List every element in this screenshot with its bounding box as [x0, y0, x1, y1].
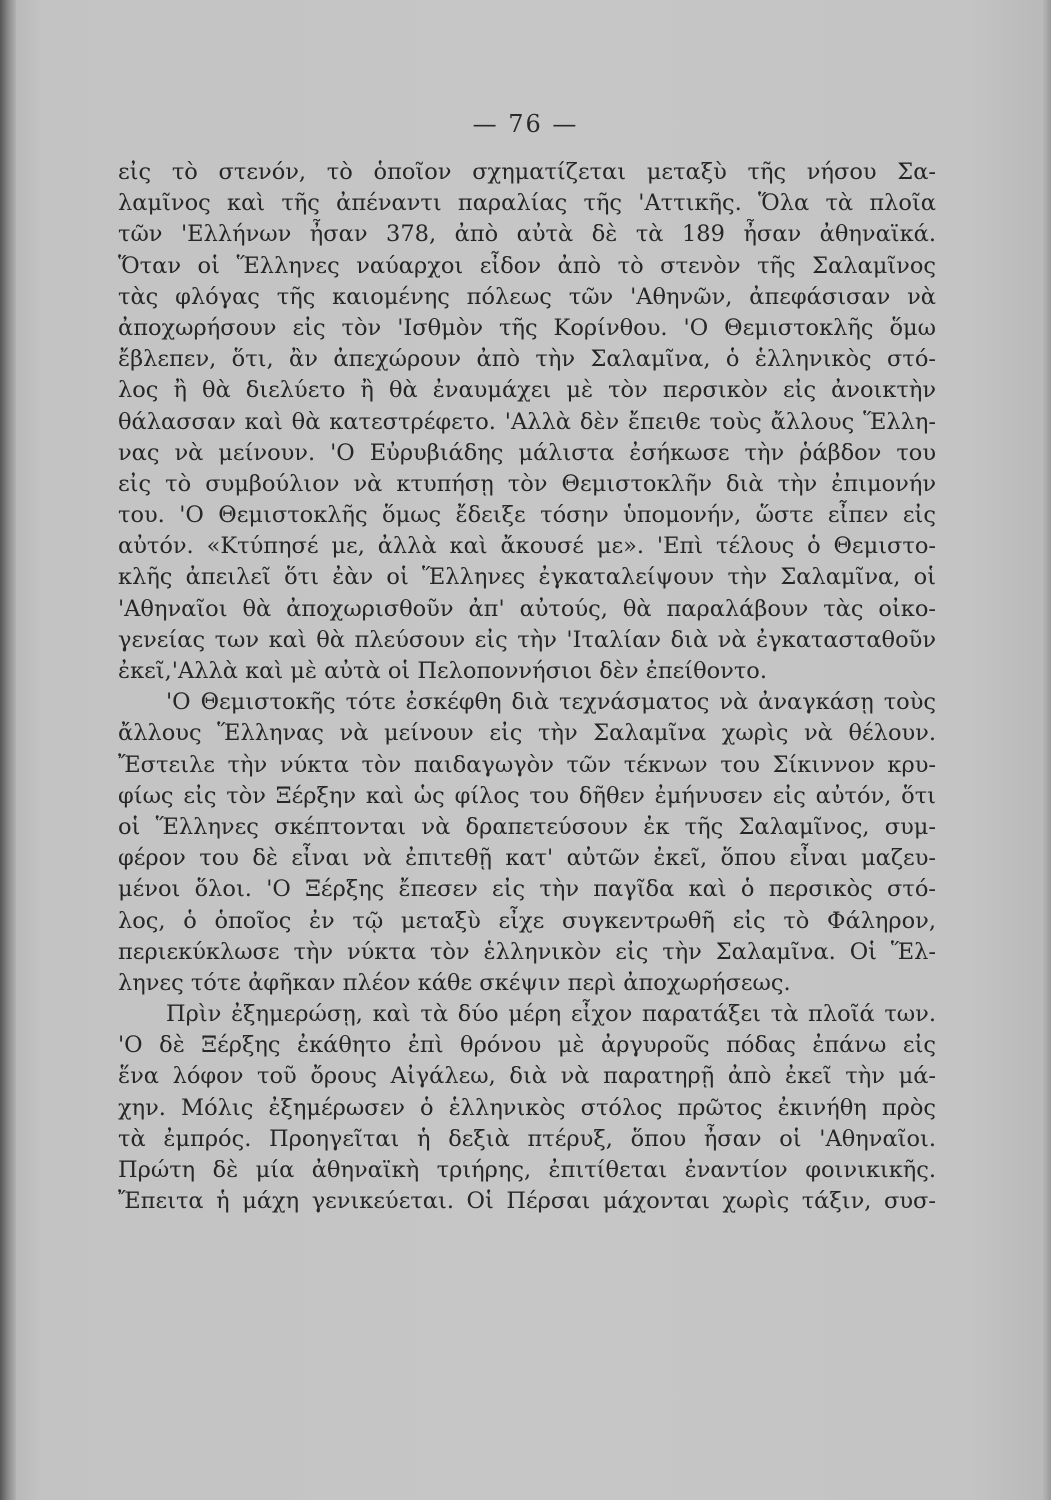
text-line: του. 'Ο Θεμιστοκλῆς ὅμως ἔδειξε τόσην ὑπομονήν, ὥστε εἶπεν εἰς: [118, 502, 936, 529]
text-line: περιεκύκλωσε τὴν νύκτα τὸν ἑλληνικὸν εἰς τὴν Σαλαμῖνα. Οἱ Ἕλ-: [118, 938, 936, 965]
text-line: 'Αθηναῖοι θὰ ἀποχωρισθοῦν ἀπ' αὐτούς, θὰ παραλάβουν τὰς οἰκο-: [118, 595, 936, 622]
text-line: νας νὰ μείνουν. 'Ο Εὐρυβιάδης μάλιστα ἐσήκωσε τὴν ῥάβδον του: [118, 439, 936, 466]
text-line: λος, ὁ ὁποῖος ἐν τῷ μεταξὺ εἶχε συγκεντρωθῆ εἰς τὸ Φάληρον,: [118, 907, 936, 934]
text-line: εἰς τὸ συμβούλιον νὰ κτυπήσῃ τὸν Θεμιστοκλῆν διὰ τὴν ἐπιμονήν: [118, 470, 936, 497]
text-line: μένοι ὅλοι. 'Ο Ξέρξης ἔπεσεν εἰς τὴν παγῖδα καὶ ὁ περσικὸς στό-: [118, 876, 936, 903]
text-line: ἄλλους Ἕλληνας νὰ μείνουν εἰς τὴν Σαλαμῖνα χωρὶς νὰ θέλουν.: [118, 720, 936, 747]
text-line: τὰς φλόγας τῆς καιομένης πόλεως τῶν 'Αθηνῶν, ἀπεφάσισαν νὰ: [118, 283, 936, 310]
text-line: γενείας των καὶ θὰ πλεύσουν εἰς τὴν 'Ιταλίαν διὰ νὰ ἐγκατασταθοῦν: [118, 626, 936, 653]
text-line: 'Ο Θεμιστοκῆς τότε ἐσκέφθη διὰ τεχνάσματος νὰ ἀναγκάσῃ τοὺς: [166, 689, 936, 716]
text-line: Ἔστειλε τὴν νύκτα τὸν παιδαγωγὸν τῶν τέκνων του Σίκιννον κρυ-: [118, 751, 936, 778]
page-number: — 76 —: [472, 110, 579, 138]
body-text: [118, 157, 936, 1217]
text-line: 'Ο δὲ Ξέρξης ἐκάθητο ἐπὶ θρόνου μὲ ἀργυροῦς πόδας ἐπάνω εἰς: [118, 1032, 936, 1059]
page-right-edge: [1041, 0, 1051, 1500]
text-line: Πρὶν ἐξημερώσῃ, καὶ τὰ δύο μέρη εἶχον παρατάξει τὰ πλοῖά των.: [166, 1001, 936, 1028]
text-line: κλῆς ἀπειλεῖ ὅτι ἐὰν οἱ Ἕλληνες ἐγκαταλείψουν τὴν Σαλαμῖνα, οἱ: [118, 564, 936, 591]
paragraph: [118, 157, 936, 687]
text-line: Πρώτη δὲ μία ἀθηναϊκὴ τριήρης, ἐπιτίθεται ἐναντίον φοινικικῆς.: [118, 1157, 936, 1183]
text-line: Ἔπειτα ἡ μάχη γενικεύεται. Οἱ Πέρσαι μάχονται χωρὶς τάξιν, συσ-: [118, 1188, 936, 1215]
text-line: εἰς τὸ στενόν, τὸ ὁποῖον σχηματίζεται μεταξὺ τῆς νήσου Σα-: [118, 159, 936, 185]
text-line: ἐκεῖ,'Αλλὰ καὶ μὲ αὐτὰ οἱ Πελοποννήσιοι δὲν ἐπείθοντο.: [118, 658, 767, 684]
paragraph: [118, 999, 936, 1217]
text-line: αὐτόν. «Κτύπησέ με, ἀλλὰ καὶ ἄκουσέ με». 'Επὶ τέλους ὁ Θεμιστο-: [118, 533, 936, 560]
text-line: ληνες τότε ἀφῆκαν πλέον κάθε σκέψιν περὶ ἀποχωρήσεως.: [118, 969, 791, 996]
paragraph: [118, 687, 936, 999]
text-line: Ὅταν οἱ Ἕλληνες ναύαρχοι εἶδον ἀπὸ τὸ στενὸν τῆς Σαλαμῖνος: [118, 252, 936, 279]
text-line: θάλασσαν καὶ θὰ κατεστρέφετο. 'Αλλὰ δὲν ἔπειθε τοὺς ἄλλους Ἕλλη-: [118, 408, 936, 435]
text-line: ἕνα λόφον τοῦ ὄρους Αἰγάλεω, διὰ νὰ παρατηρῇ ἀπὸ ἐκεῖ τὴν μά-: [118, 1063, 936, 1090]
text-line: τῶν 'Ελλήνων ἦσαν 378, ἀπὸ αὐτὰ δὲ τὰ 189 ἦσαν ἀθηναϊκά.: [118, 221, 936, 248]
text-line: οἱ Ἕλληνες σκέπτονται νὰ δραπετεύσουν ἐκ τῆς Σαλαμῖνος, συμ-: [118, 813, 936, 840]
text-line: τὰ ἐμπρός. Προηγεῖται ἡ δεξιὰ πτέρυξ, ὅπου ἦσαν οἱ 'Αθηναῖοι.: [118, 1125, 936, 1152]
text-line: ἔβλεπεν, ὅτι, ἂν ἀπεχώρουν ἀπὸ τὴν Σαλαμῖνα, ὁ ἑλληνικὸς στό-: [118, 346, 936, 373]
text-line: φέρον του δὲ εἶναι νὰ ἐπιτεθῇ κατ' αὐτῶν ἐκεῖ, ὅπου εἶναι μαζευ-: [118, 845, 936, 872]
text-line: φίως εἰς τὸν Ξέρξην καὶ ὡς φίλος του δῆθεν ἐμήνυσεν εἰς αὐτόν, ὅτι: [118, 782, 936, 809]
text-line: λος ἢ θὰ διελύετο ἢ θὰ ἐναυμάχει μὲ τὸν περσικὸν εἰς ἀνοικτὴν: [118, 377, 936, 404]
page-binding-shadow: [0, 0, 16, 1500]
text-line: ἀποχωρήσουν εἰς τὸν 'Ισθμὸν τῆς Κορίνθου. 'Ο Θεμιστοκλῆς ὅμω: [118, 314, 936, 341]
text-line: λαμῖνος καὶ τῆς ἀπέναντι παραλίας τῆς 'Αττικῆς. Ὅλα τὰ πλοῖα: [118, 190, 936, 217]
text-line: χην. Μόλις ἐξημέρωσεν ὁ ἑλληνικὸς στόλος πρῶτος ἐκινήθη πρὸς: [118, 1094, 936, 1121]
